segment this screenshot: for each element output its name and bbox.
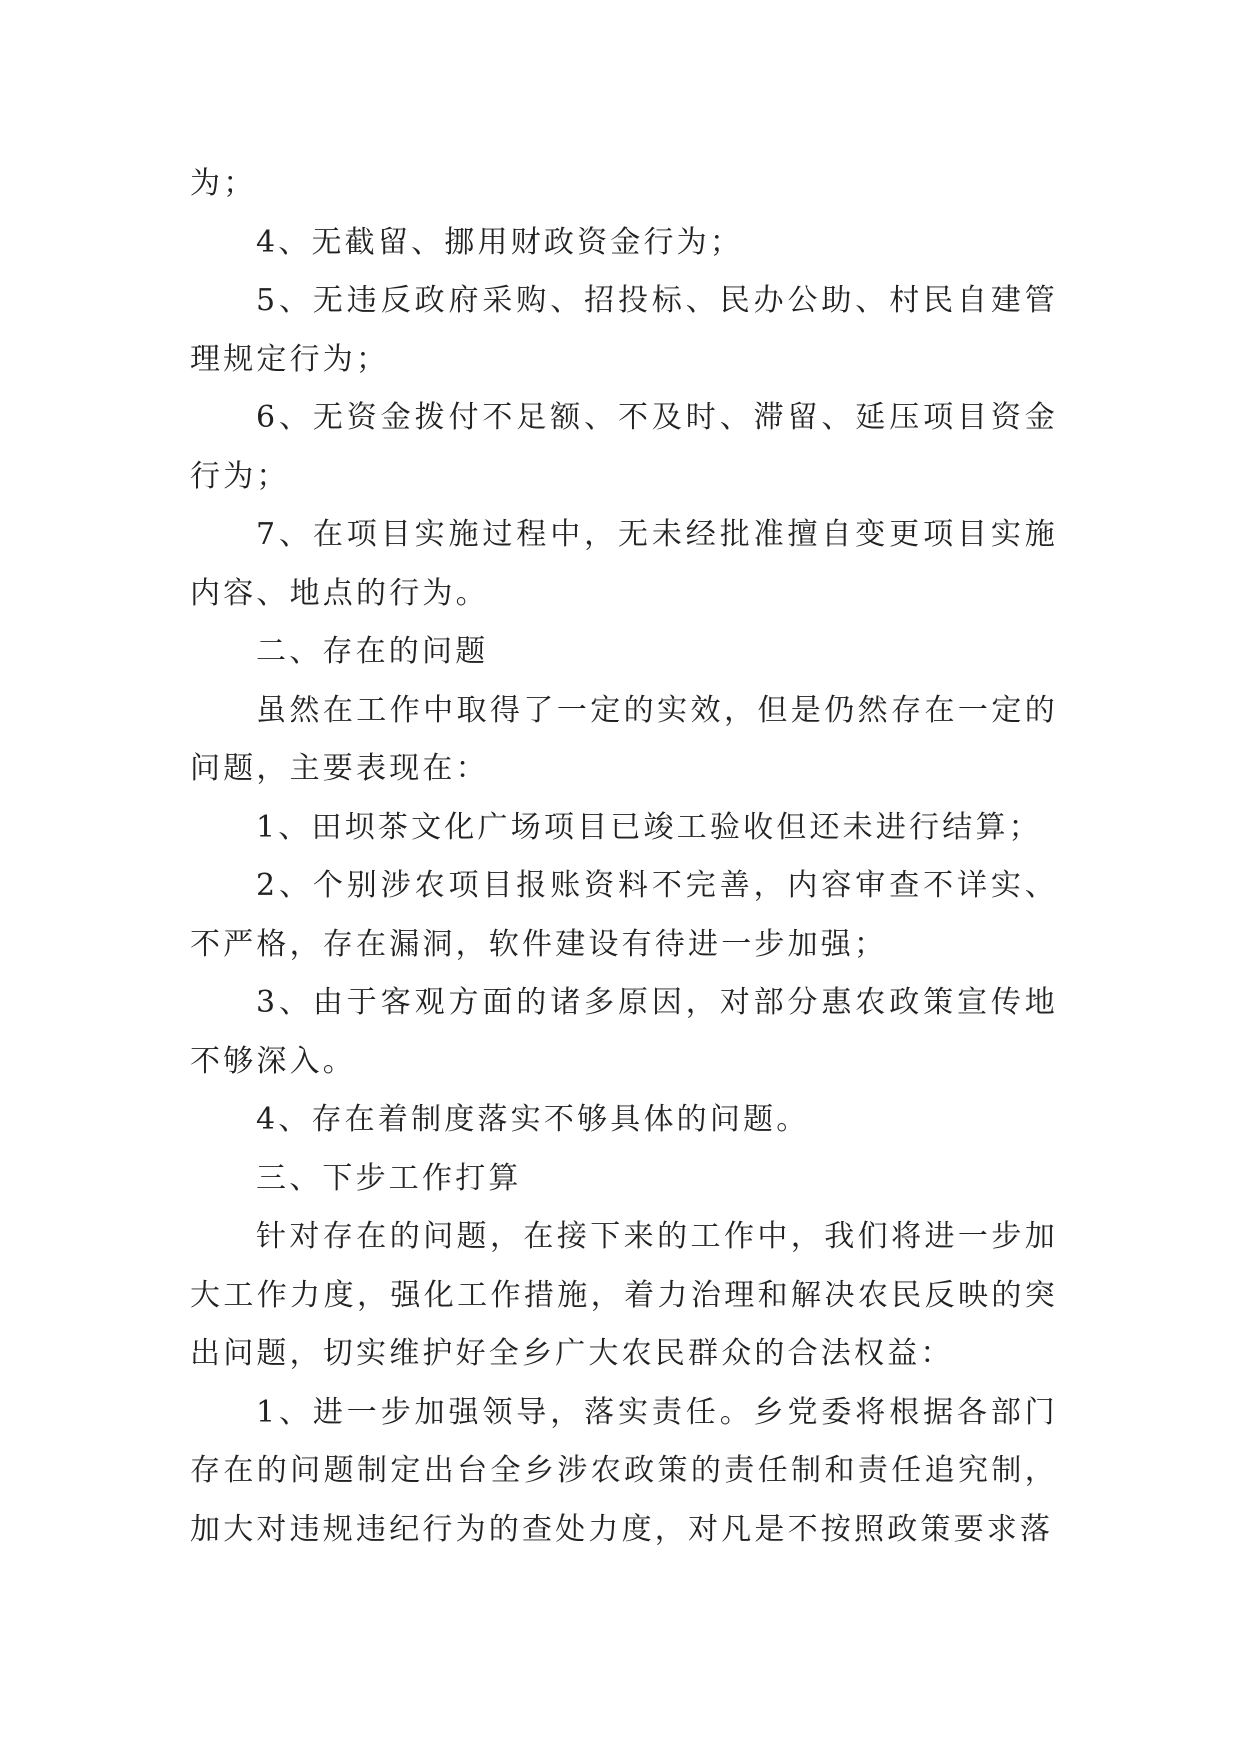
section-heading-next-steps: 三、下步工作打算 [256, 1160, 522, 1196]
paragraph-next-steps-intro: 针对存在的问题，在接下来的工作中，我们将进一步加大工作力度，强化工作措施，着力治理和解决农民反映的突出问题，切实维护好全乡广大农民群众的合法权益： [190, 1219, 1058, 1371]
paragraph-problem-4: 4、存在着制度落实不够具体的问题。 [256, 1102, 810, 1137]
paragraph-problem-1: 1、田坝茶文化广场项目已竣工验收但还未进行结算； [256, 809, 1042, 845]
section-heading-problems: 二、存在的问题 [256, 634, 489, 669]
paragraph-item-7: 7、在项目实施过程中，无未经批准擅自变更项目实施内容、地点的行为。 [190, 517, 1058, 611]
paragraph-item-6: 6、无资金拨付不足额、不及时、滞留、延压项目资金行为； [190, 400, 1058, 494]
paragraph-next-step-1: 1、进一步加强领导，落实责任。乡党委将根据各部门存在的问题制定出台全乡涉农政策的责任制和责任追究制，加大对违规违纪行为的查处力度，对凡是不按照政策要求落 [190, 1394, 1058, 1547]
paragraph-problem-2: 2、个别涉农项目报账资料不完善，内容审查不详实、不严格，存在漏洞，软件建设有待进一步加强； [190, 868, 1058, 962]
document-page [190, 155, 1058, 1559]
paragraph-item-5: 5、无违反政府采购、招投标、民办公助、村民自建管理规定行为； [190, 283, 1058, 377]
paragraph-problems-intro: 虽然在工作中取得了一定的实效，但是仍然存在一定的问题，主要表现在： [190, 692, 1058, 786]
paragraph-item-4: 4、无截留、挪用财政资金行为； [256, 224, 744, 260]
paragraph-problem-3: 3、由于客观方面的诸多原因，对部分惠农政策宣传地不够深入。 [190, 985, 1058, 1079]
paragraph-continuation: 为； [190, 166, 257, 201]
